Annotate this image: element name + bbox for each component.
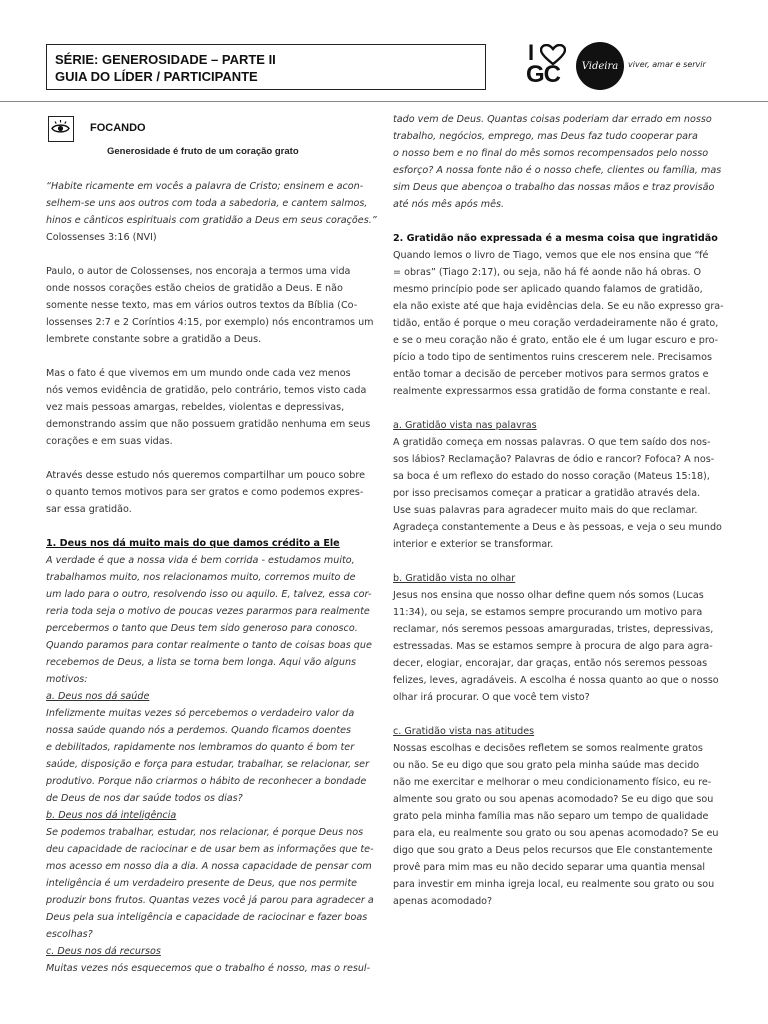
text-line: Infelizmente muitas vezes só percebemos o verdadeiro valor da <box>46 708 355 719</box>
paragraph-gap <box>46 348 376 365</box>
text-line: 2. Gratidão não expressada é a mesma coisa que ingratidão <box>393 233 718 244</box>
paragraph-gap <box>46 518 376 535</box>
text-line: pício a todo tipo de sentimentos ruins crescerem nele. Precisamos <box>393 352 712 363</box>
text-line: somente nesse texto, mas em vários outros textos da Bíblia (Co- <box>46 300 358 311</box>
slogan: viver, amar e servir <box>628 60 706 69</box>
series-title: SÉRIE: GENEROSIDADE – PARTE II <box>55 52 276 67</box>
header-divider <box>0 101 768 102</box>
text-line: sar essa gratidão. <box>46 504 132 515</box>
paragraph-gap <box>46 246 376 263</box>
text-line: Paulo, o autor de Colossenses, nos encoraja a termos uma vida <box>46 266 351 277</box>
text-line: tado vem de Deus. Quantas coisas poderiam dar errado em nosso <box>393 114 712 125</box>
text-line: sa boca é um reflexo do estado do nosso coração (Mateus 15:18), <box>393 471 710 482</box>
text-line: tidão, então é porque o meu coração verdadeiramente não é grato, <box>393 318 719 329</box>
text-line: Muitas vezes nós esquecemos que o trabalho é nosso, mas o resul- <box>46 963 371 974</box>
text-line: escolhas? <box>46 929 93 940</box>
section-heading: FOCANDO <box>90 122 146 134</box>
text-line: um lado para o outro, resolvendo isso ou aquilo. E, talvez, essa cor- <box>46 589 372 600</box>
eye-icon-graphic <box>49 117 72 140</box>
text-line: Deus pela sua inteligência e capacidade de raciocinar e fazer boas <box>46 912 368 923</box>
text-line: Quando paramos para contar realmente o tanto de coisas boas que <box>46 640 372 651</box>
text-line: e debilitados, rapidamente nos lembramos do quanto é bom ter <box>46 742 355 753</box>
text-line: decer, elogiar, encorajar, dar graças, então nós seremos pessoas <box>393 658 708 669</box>
text-line: Quando lemos o livro de Tiago, vemos que ele nos ensina que “fé <box>393 250 709 261</box>
text-line: b. Deus nos dá inteligência <box>46 810 177 821</box>
text-line: onde nossos corações estão cheios de gratidão a Deus. E não <box>46 283 343 294</box>
text-line: mesmo princípio pode ser aplicado quando falamos de gratidão, <box>393 284 703 295</box>
text-line: Jesus nos ensina que nosso olhar define quem nós somos (Lucas <box>393 590 704 601</box>
text-line: trabalho, negócios, emprego, mas Deus faz tudo cooperar para <box>393 131 698 142</box>
text-line: corações e em suas vidas. <box>46 436 173 447</box>
guide-title: GUIA DO LÍDER / PARTICIPANTE <box>55 69 258 84</box>
text-line: c. Gratidão vista nas atitudes <box>393 726 535 737</box>
text-line: olhar irá procurar. O que você tem visto? <box>393 692 590 703</box>
paragraph-gap <box>393 213 728 230</box>
right-column <box>393 111 728 910</box>
text-line: motivos: <box>46 674 88 685</box>
text-line: trabalhamos muito, nos relacionamos muito, corremos muito de <box>46 572 356 583</box>
videira-logo <box>576 42 624 90</box>
text-line: Nossas escolhas e decisões refletem se somos realmente gratos <box>393 743 703 754</box>
text-line: = obras” (Tiago 2:17), ou seja, não há fé aonde não há obras. O <box>393 267 702 278</box>
logo-i: I <box>528 40 535 65</box>
text-line: inteligência é um verdadeiro presente de Deus, que nos permite <box>46 878 357 889</box>
text-line: sim Deus que abençoa o trabalho das nossas mãos e traz provisão <box>393 182 715 193</box>
text-line: recebemos de Deus, a lista se torna bem longa. Aqui vão alguns <box>46 657 357 668</box>
paragraph-gap <box>393 706 728 723</box>
text-line: lembrete constante sobre a gratidão a Deus. <box>46 334 262 345</box>
text-line: selhem-se uns aos outros com toda a sabedoria, e cantem salmos, <box>46 198 368 209</box>
text-line: e se o meu coração não é grato, então ele é um lugar escuro e pro- <box>393 335 719 346</box>
text-line: A gratidão começa em nossas palavras. O que tem saído dos nos- <box>393 437 711 448</box>
text-line: o quanto temos motivos para ser gratos e como podemos expres- <box>46 487 364 498</box>
text-line: b. Gratidão vista no olhar <box>393 573 516 584</box>
left-column <box>46 178 376 977</box>
text-line: reclamar, nós seremos pessoas amarguradas, tristes, depressivas, <box>393 624 714 635</box>
text-line: saúde, disposição e força para estudar, trabalhar, se relacionar, ser <box>46 759 370 770</box>
text-line: ou não. Se eu digo que sou grato pela minha saúde mas decido <box>393 760 700 771</box>
text-line: Através desse estudo nós queremos compartilhar um pouco sobre <box>46 470 366 481</box>
text-line: reria toda seja o motivo de poucas vezes pararmos para realmente <box>46 606 370 617</box>
text-line: para ela, eu realmente sou grato ou sou apenas acomodado? Se eu <box>393 828 719 839</box>
text-line: até nós mês após mês. <box>393 199 505 210</box>
text-line: Use suas palavras para agradecer muito mais do que reclamar. <box>393 505 698 516</box>
text-line: 11:34), ou seja, se estamos sempre procurando um motivo para <box>393 607 703 618</box>
text-line: lossenses 2:7 e 2 Coríntios 4:15, por exemplo) nós encontramos um <box>46 317 374 328</box>
text-line: hinos e cânticos espirituais com gratidão a Deus em seus corações.” <box>46 215 377 226</box>
text-line: 1. Deus nos dá muito mais do que damos crédito a Ele <box>46 538 340 549</box>
text-line: não me exercitar e melhorar o meu condicionamento físico, eu re- <box>393 777 712 788</box>
logo-gc: GC <box>526 61 560 88</box>
text-line: percebermos o tanto que Deus tem sido generoso para conosco. <box>46 623 358 634</box>
text-line: a. Gratidão vista nas palavras <box>393 420 537 431</box>
text-line: Agradeça constantemente a Deus e às pessoas, e veja o seu mundo <box>393 522 722 533</box>
text-line: interior e exterior se transformar. <box>393 539 554 550</box>
paragraph-gap <box>393 553 728 570</box>
text-line: Se podemos trabalhar, estudar, nos relacionar, é porque Deus nos <box>46 827 364 838</box>
text-line: de Deus de nos dar saúde todos os dias? <box>46 793 243 804</box>
text-line: apenas acomodado? <box>393 896 493 907</box>
text-line: A verdade é que a nossa vida é bem corrida - estudamos muito, <box>46 555 355 566</box>
paragraph-gap <box>393 400 728 417</box>
text-line: por isso precisamos começar a praticar a gratidão através dela. <box>393 488 701 499</box>
logo-area <box>526 40 726 92</box>
text-line: produtivo. Porque não criarmos o hábito de reconhecer a bondade <box>46 776 367 787</box>
text-line: estressadas. Mas se estamos sempre à procura de algo para agra- <box>393 641 713 652</box>
text-line: para investir em minha igreja local, eu realmente sou grato ou sou <box>393 879 715 890</box>
text-line: ela não existe até que haja evidências dela. Se eu não expresso gra- <box>393 301 724 312</box>
text-line: demonstrando assim que não possuem gratidão nenhuma em seus <box>46 419 371 430</box>
text-line: então tomar a decisão de perceber motivos para sermos gratos e <box>393 369 709 380</box>
text-line: mos acesso em nosso dia a dia. A nossa capacidade de pensar com <box>46 861 372 872</box>
text-line: realmente expressarmos essa gratidão de forma constante e real. <box>393 386 711 397</box>
series-title-box <box>46 44 486 90</box>
videira-wordmark: Videira <box>581 60 619 72</box>
paragraph-gap <box>46 450 376 467</box>
text-line: a. Deus nos dá saúde <box>46 691 150 702</box>
text-line: vez mais pessoas amargas, rebeldes, violentas e depressivas, <box>46 402 345 413</box>
text-line: deu capacidade de raciocinar e de usar bem as informações que te- <box>46 844 374 855</box>
text-line: “Habite ricamente em vocês a palavra de Cristo; ensinem e acon- <box>46 181 364 192</box>
section-subtitle: Generosidade é fruto de um coração grato <box>107 146 299 157</box>
text-line: digo que sou grato a Deus pelos recursos que Ele constantemente <box>393 845 713 856</box>
text-line: almente sou grato ou sou apenas acomodado? Se eu digo que sou <box>393 794 714 805</box>
text-line: Colossenses 3:16 (NVI) <box>46 232 157 243</box>
text-line: esforço? A nossa fonte não é o nosso chefe, clientes ou família, mas <box>393 165 722 176</box>
text-line: nossa saúde quando nós a perdemos. Quando ficamos doentes <box>46 725 351 736</box>
text-line: Mas o fato é que vivemos em um mundo onde cada vez menos <box>46 368 351 379</box>
text-line: nós vemos evidência de gratidão, pelo contrário, temos visto cada <box>46 385 367 396</box>
text-line: o nosso bem e no final do mês somos recompensados pelo nosso <box>393 148 709 159</box>
text-line: felizes, leves, agradáveis. A escolha é nossa quanto ao que o nosso <box>393 675 719 686</box>
text-line: c. Deus nos dá recursos <box>46 946 161 957</box>
text-line: sos lábios? Reclamação? Palavras de ódio e rancor? Fofoca? A nos- <box>393 454 715 465</box>
text-line: produzir bons frutos. Quantas vezes você já parou para agradecer a <box>46 895 374 906</box>
text-line: grato pela minha família mas não separo um tempo de qualidade <box>393 811 709 822</box>
eye-icon <box>48 116 74 142</box>
text-line: provê para mim mas eu não decido separar uma quantia mensal <box>393 862 706 873</box>
igc-logo <box>526 42 570 88</box>
